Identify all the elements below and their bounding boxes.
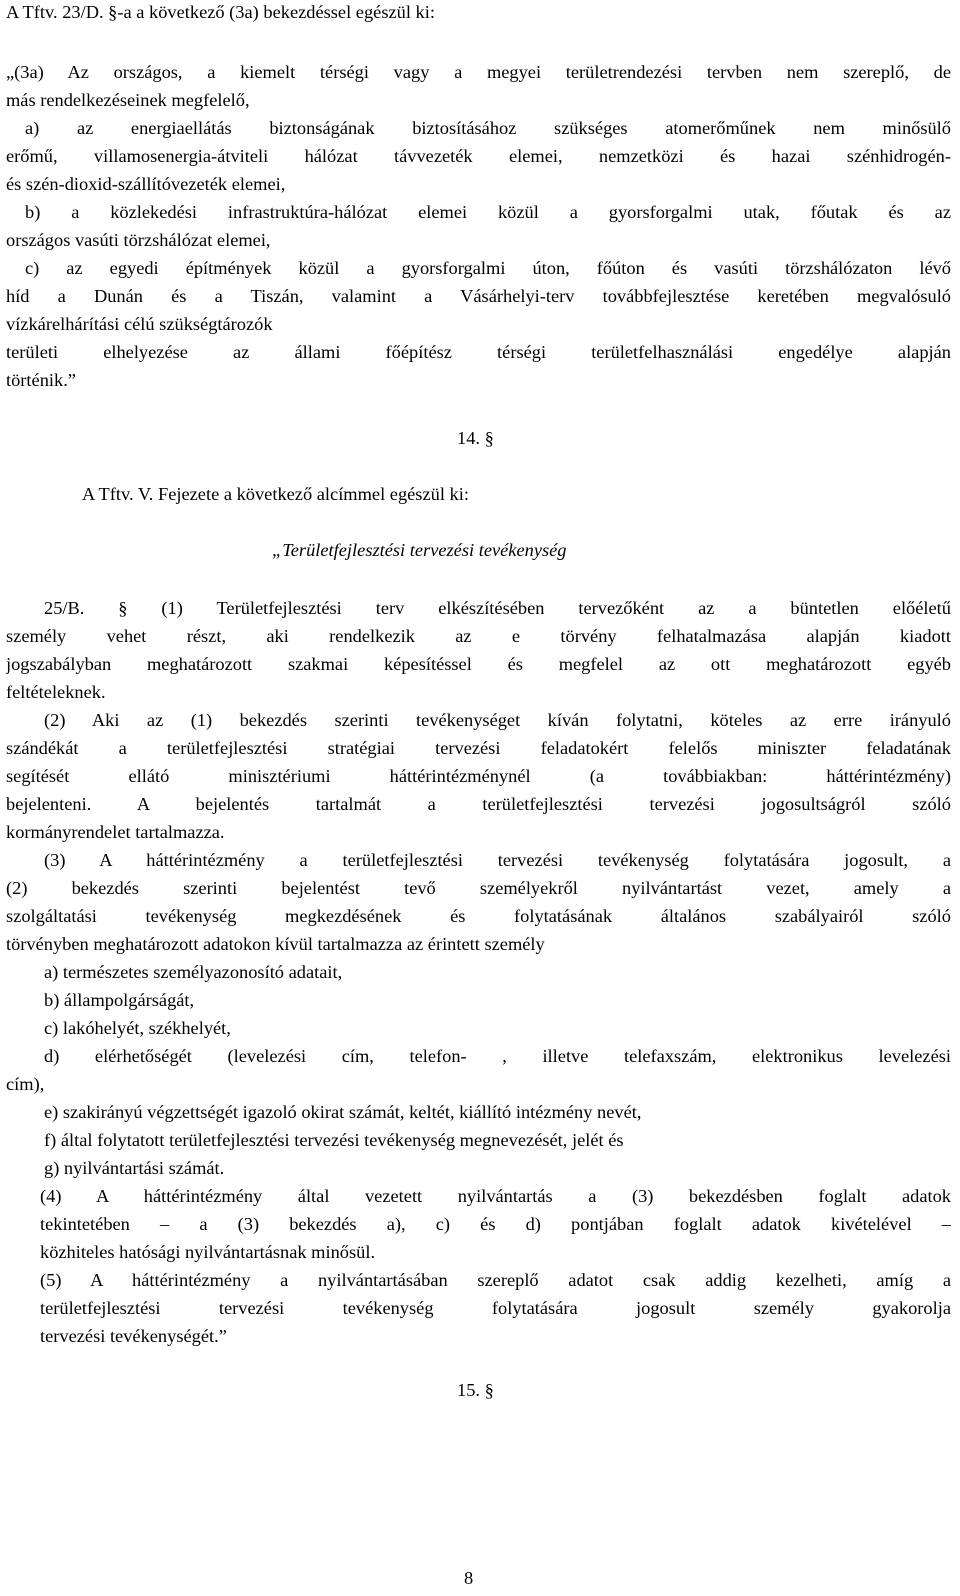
s25b-item-b: b) állampolgárságát, bbox=[44, 990, 195, 1010]
s25b-para5-line-1: (5) A háttérintézmény a nyilvántartásában szereplő adatot csak addig kezelheti, amíg a bbox=[40, 1270, 951, 1290]
section-15-heading: 15. § bbox=[457, 1380, 494, 1400]
s25b-para5-line-2: területfejlesztési tervezési tevékenység folytatására jogosult személy gyakorolja bbox=[40, 1298, 951, 1318]
para-3a-item-a-line-2: erőmű, villamosenergia-átviteli hálózat távvezeték elemei, nemzetközi és hazai szénhidrogén- bbox=[6, 146, 951, 166]
s25b-para3-line-2: (2) bekezdés szerinti bejelentést tevő személyekről nyilvántartást vezet, amely a bbox=[6, 878, 951, 898]
s25b-para2-line-5: kormányrendelet tartalmazza. bbox=[6, 822, 225, 842]
para-3a-line-2: más rendelkezéseinek megfelelő, bbox=[6, 90, 250, 110]
para-3a-item-b-line-2: országos vasúti törzshálózat elemei, bbox=[6, 230, 271, 250]
para-3a-item-a-line-1: a) az energiaellátás biztonságának biztosításához szükséges atomerőműnek nem minősülő bbox=[25, 118, 951, 138]
section-14-heading: 14. § bbox=[457, 428, 494, 448]
s25b-para5-line-3: tervezési tevékenységét.” bbox=[40, 1326, 227, 1346]
s25b-para2-line-3: segítését ellátó minisztériumi háttérintézménynél (a továbbiakban: háttérintézmény) bbox=[6, 766, 951, 786]
s25b-item-f: f) által folytatott területfejlesztési tervezési tevékenység megnevezését, jelét és bbox=[44, 1130, 624, 1150]
s25b-para1-line-4: feltételeknek. bbox=[6, 682, 106, 702]
s25b-para3-line-1: (3) A háttérintézmény a területfejlesztési tervezési tevékenység folytatására jogosult, a bbox=[44, 850, 951, 870]
s25b-item-d-line-1: d) elérhetőségét (levelezési cím, telefon- , illetve telefaxszám, elektronikus levelezési bbox=[44, 1046, 951, 1066]
para-3a-item-b-line-1: b) a közlekedési infrastruktúra-hálózat elemei közül a gyorsforgalmi utak, főutak és az bbox=[25, 202, 951, 222]
para-3a-item-c-line-1: c) az egyedi építmények közül a gyorsforgalmi úton, főúton és vasúti törzshálózaton lévő bbox=[25, 258, 951, 278]
s25b-para2-line-2: szándékát a területfejlesztési stratégiai tervezési feladatokért felelős miniszter feladatának bbox=[6, 738, 951, 758]
s25b-para3-line-3: szolgáltatási tevékenység megkezdésének és folytatásának általános szabályairól szóló bbox=[6, 906, 951, 926]
s25b-para3-line-4: törvényben meghatározott adatokon kívül tartalmazza az érintett személy bbox=[6, 934, 545, 954]
section-14-intro: A Tftv. V. Fejezete a következő alcímmel egészül ki: bbox=[82, 484, 469, 504]
amendment-header: A Tftv. 23/D. §-a a következő (3a) bekezdéssel egészül ki: bbox=[6, 2, 435, 22]
s25b-item-a: a) természetes személyazonosító adatait, bbox=[44, 962, 343, 982]
para-3a-line-1: „(3a) Az országos, a kiemelt térségi vagy a megyei területrendezési tervben nem szereplő, de bbox=[6, 62, 951, 82]
s25b-item-c: c) lakóhelyét, székhelyét, bbox=[44, 1018, 231, 1038]
s25b-para4-line-3: közhiteles hatósági nyilvántartásnak minősül. bbox=[40, 1242, 376, 1262]
para-3a-closing-line-1: területi elhelyezése az állami főépítész térségi területfelhasználási engedélye alapján bbox=[6, 342, 951, 362]
s25b-para4-line-2: tekintetében – a (3) bekezdés a), c) és d) pontjában foglalt adatok kivételével – bbox=[40, 1214, 951, 1234]
para-3a-item-c-line-2: híd a Dunán és a Tiszán, valamint a Vásárhelyi-terv továbbfejlesztése keretében megvalósuló bbox=[6, 286, 951, 306]
subtitle: „Területfejlesztési tervezési tevékenység bbox=[272, 540, 567, 560]
para-3a-item-c-line-3: vízkárelhárítási célú szükségtározók bbox=[6, 314, 273, 334]
s25b-para2-line-4: bejelenteni. A bejelentés tartalmát a területfejlesztési tervezési jogosultságról szóló bbox=[6, 794, 951, 814]
s25b-item-d-line-2: cím), bbox=[6, 1074, 45, 1094]
para-3a-closing-line-2: történik.” bbox=[6, 370, 76, 390]
s25b-para2-line-1: (2) Aki az (1) bekezdés szerinti tevékenységet kíván folytatni, köteles az erre irányuló bbox=[44, 710, 951, 730]
s25b-para1-line-2: személy vehet részt, aki rendelkezik az e törvény felhatalmazása alapján kiadott bbox=[6, 626, 951, 646]
s25b-item-g: g) nyilvántartási számát. bbox=[44, 1158, 225, 1178]
page-number: 8 bbox=[464, 1568, 474, 1588]
para-3a-item-a-line-3: és szén-dioxid-szállítóvezeték elemei, bbox=[6, 174, 286, 194]
s25b-para1-line-1: 25/B. § (1) Területfejlesztési terv elkészítésében tervezőként az a büntetlen előéletű bbox=[44, 598, 951, 618]
s25b-para4-line-1: (4) A háttérintézmény által vezetett nyilvántartás a (3) bekezdésben foglalt adatok bbox=[40, 1186, 951, 1206]
s25b-para1-line-3: jogszabályban meghatározott szakmai képesítéssel és megfelel az ott meghatározott egyéb bbox=[6, 654, 951, 674]
s25b-item-e: e) szakirányú végzettségét igazoló okirat számát, keltét, kiállító intézmény nevét, bbox=[44, 1102, 642, 1122]
